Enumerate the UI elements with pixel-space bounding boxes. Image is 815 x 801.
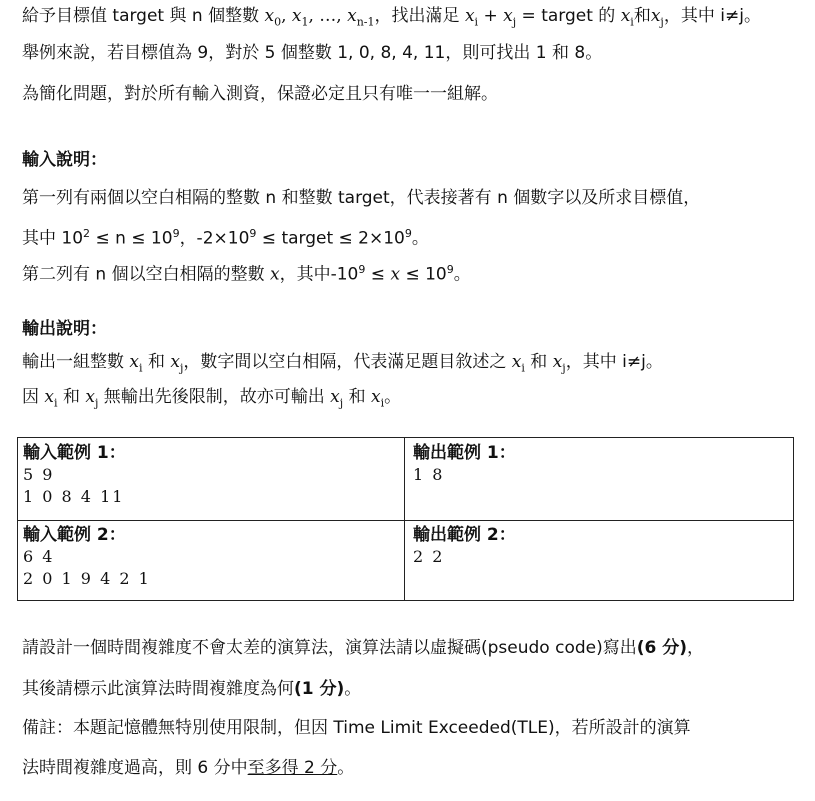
text: 和: [147, 352, 165, 372]
text: ≤ n ≤ 10: [90, 228, 173, 249]
table-divider-horizontal: [18, 520, 793, 521]
var-x: x: [270, 264, 280, 285]
example-title: 輸出範例 1：: [413, 443, 516, 463]
example-line: 5 9: [23, 465, 55, 484]
subscript: 0: [274, 15, 282, 29]
var-x: x: [330, 387, 340, 407]
example-1-input: [23, 442, 126, 508]
input-line-2: [22, 222, 429, 251]
superscript: 9: [404, 227, 412, 240]
var-x: x: [44, 387, 54, 407]
var-x: x: [464, 6, 475, 26]
var-x: x: [371, 387, 381, 407]
var-x: x: [552, 352, 563, 372]
var-x: x: [620, 6, 631, 26]
subscript: i: [139, 361, 143, 375]
example-1-output: [413, 442, 516, 486]
text: 。: [453, 264, 471, 285]
var-x: x: [347, 6, 357, 26]
intro-text: ，其中 i≠j。: [663, 6, 761, 26]
subscript: n-1: [356, 15, 375, 29]
subscript: i: [474, 15, 479, 29]
subscript: j: [512, 15, 517, 29]
text: 。: [411, 228, 429, 249]
task-line-3: 備註：本題記憶體無特別使用限制，但因 Time Limit Exceeded(TLE)，若所設計的演算: [22, 718, 691, 738]
intro-text: 和: [633, 6, 651, 26]
text: ，其中 i≠j。: [565, 352, 663, 372]
var-x: x: [291, 6, 302, 26]
text: ≤ target ≤ 2×10: [256, 228, 405, 249]
example-line: 2 0 1 9 4 2 1: [23, 569, 151, 588]
text: ，: [687, 638, 705, 658]
task-line-1: [22, 636, 704, 660]
superscript: 9: [446, 263, 454, 276]
subscript: j: [562, 361, 566, 375]
task-line-4: [22, 756, 354, 780]
underlined-text: 至多得 2 分: [247, 758, 338, 778]
subscript: 1: [301, 15, 309, 29]
intro-text: = target 的: [521, 6, 616, 26]
var-x: x: [170, 352, 180, 372]
text: ，其中-10: [279, 264, 359, 285]
task-line-2: [22, 677, 361, 701]
text: 。: [337, 758, 355, 778]
text: 法時間複雜度過高，則 6 分中: [22, 758, 248, 778]
subscript: j: [660, 15, 664, 29]
intro-text: ，找出滿足: [374, 6, 460, 26]
text: ，數字間以空白相隔，代表滿足題目敘述之: [183, 352, 507, 372]
text: 因: [22, 387, 39, 407]
examples-table: [17, 437, 794, 601]
subscript: i: [380, 396, 385, 410]
example-title: 輸入範例 1：: [23, 443, 126, 463]
example-line: 6 4: [23, 547, 55, 566]
plus-sign: +: [483, 6, 498, 26]
output-line-1: [22, 350, 663, 380]
subscript: j: [179, 361, 184, 375]
intro-text: 給予目標值 target 與 n 個整數: [22, 6, 260, 26]
text: 輸出一組整數: [22, 352, 124, 372]
var-x: x: [390, 264, 401, 285]
var-x: x: [264, 6, 275, 26]
text: 第二列有 n 個以空白相隔的整數: [22, 264, 265, 285]
text: ≤ 10: [405, 264, 447, 285]
text: 和: [348, 387, 366, 407]
text: 其後請標示此演算法時間複雜度為何: [22, 679, 294, 699]
var-x: x: [129, 352, 139, 372]
intro-line-1: [22, 4, 761, 34]
example-title: 輸入範例 2：: [23, 525, 126, 545]
example-2-input: [23, 524, 151, 590]
intro-line-3: 為簡化問題，對於所有輸入測資，保證必定且只有唯一一組解。: [22, 84, 498, 104]
var-x: x: [511, 352, 522, 372]
text: ≤: [365, 264, 386, 285]
sep: ,: [281, 6, 287, 26]
score: (1 分): [294, 679, 345, 699]
superscript: 2: [83, 227, 91, 240]
text: 無輸出先後限制，故亦可輸出: [103, 387, 325, 407]
text: 其中 10: [22, 228, 84, 249]
subscript: i: [630, 15, 634, 29]
var-x: x: [650, 6, 661, 26]
text: 和: [62, 387, 80, 407]
example-line: 1 8: [413, 465, 445, 484]
example-title: 輸出範例 2：: [413, 525, 516, 545]
subscript: j: [94, 396, 99, 410]
score: (6 分): [636, 638, 688, 658]
text: ，-2×10: [179, 228, 250, 249]
input-line-1: 第一列有兩個以空白相隔的整數 n 和整數 target，代表接著有 n 個數字以及所求目標值，: [22, 188, 701, 208]
superscript: 9: [358, 263, 366, 276]
text: 。: [344, 679, 362, 699]
text: 請設計一個時間複雜度不會太差的演算法，演算法請以虛擬碼(pseudo code)寫出: [22, 638, 637, 658]
input-line-3: [22, 258, 471, 287]
example-line: 2 2: [413, 547, 445, 566]
sep: , …,: [308, 6, 342, 26]
superscript: 9: [172, 227, 180, 240]
text: 和: [530, 352, 548, 372]
var-x: x: [503, 6, 513, 26]
var-x: x: [85, 387, 95, 407]
example-2-output: [413, 524, 516, 568]
table-divider-vertical: [404, 438, 405, 600]
example-line: 1 0 8 4 11: [23, 487, 125, 506]
intro-line-2: 舉例來說，若目標值為 9，對於 5 個整數 1, 0, 8, 4, 11，則可找出 1 和 8。: [22, 43, 603, 63]
subscript: i: [54, 396, 58, 410]
subscript: i: [521, 361, 525, 375]
subscript: j: [339, 396, 344, 410]
input-heading: 輸入說明：: [22, 150, 107, 170]
superscript: 9: [249, 227, 257, 240]
output-line-2: [22, 385, 401, 415]
output-heading: 輸出說明：: [22, 319, 107, 339]
text: 。: [384, 387, 402, 407]
